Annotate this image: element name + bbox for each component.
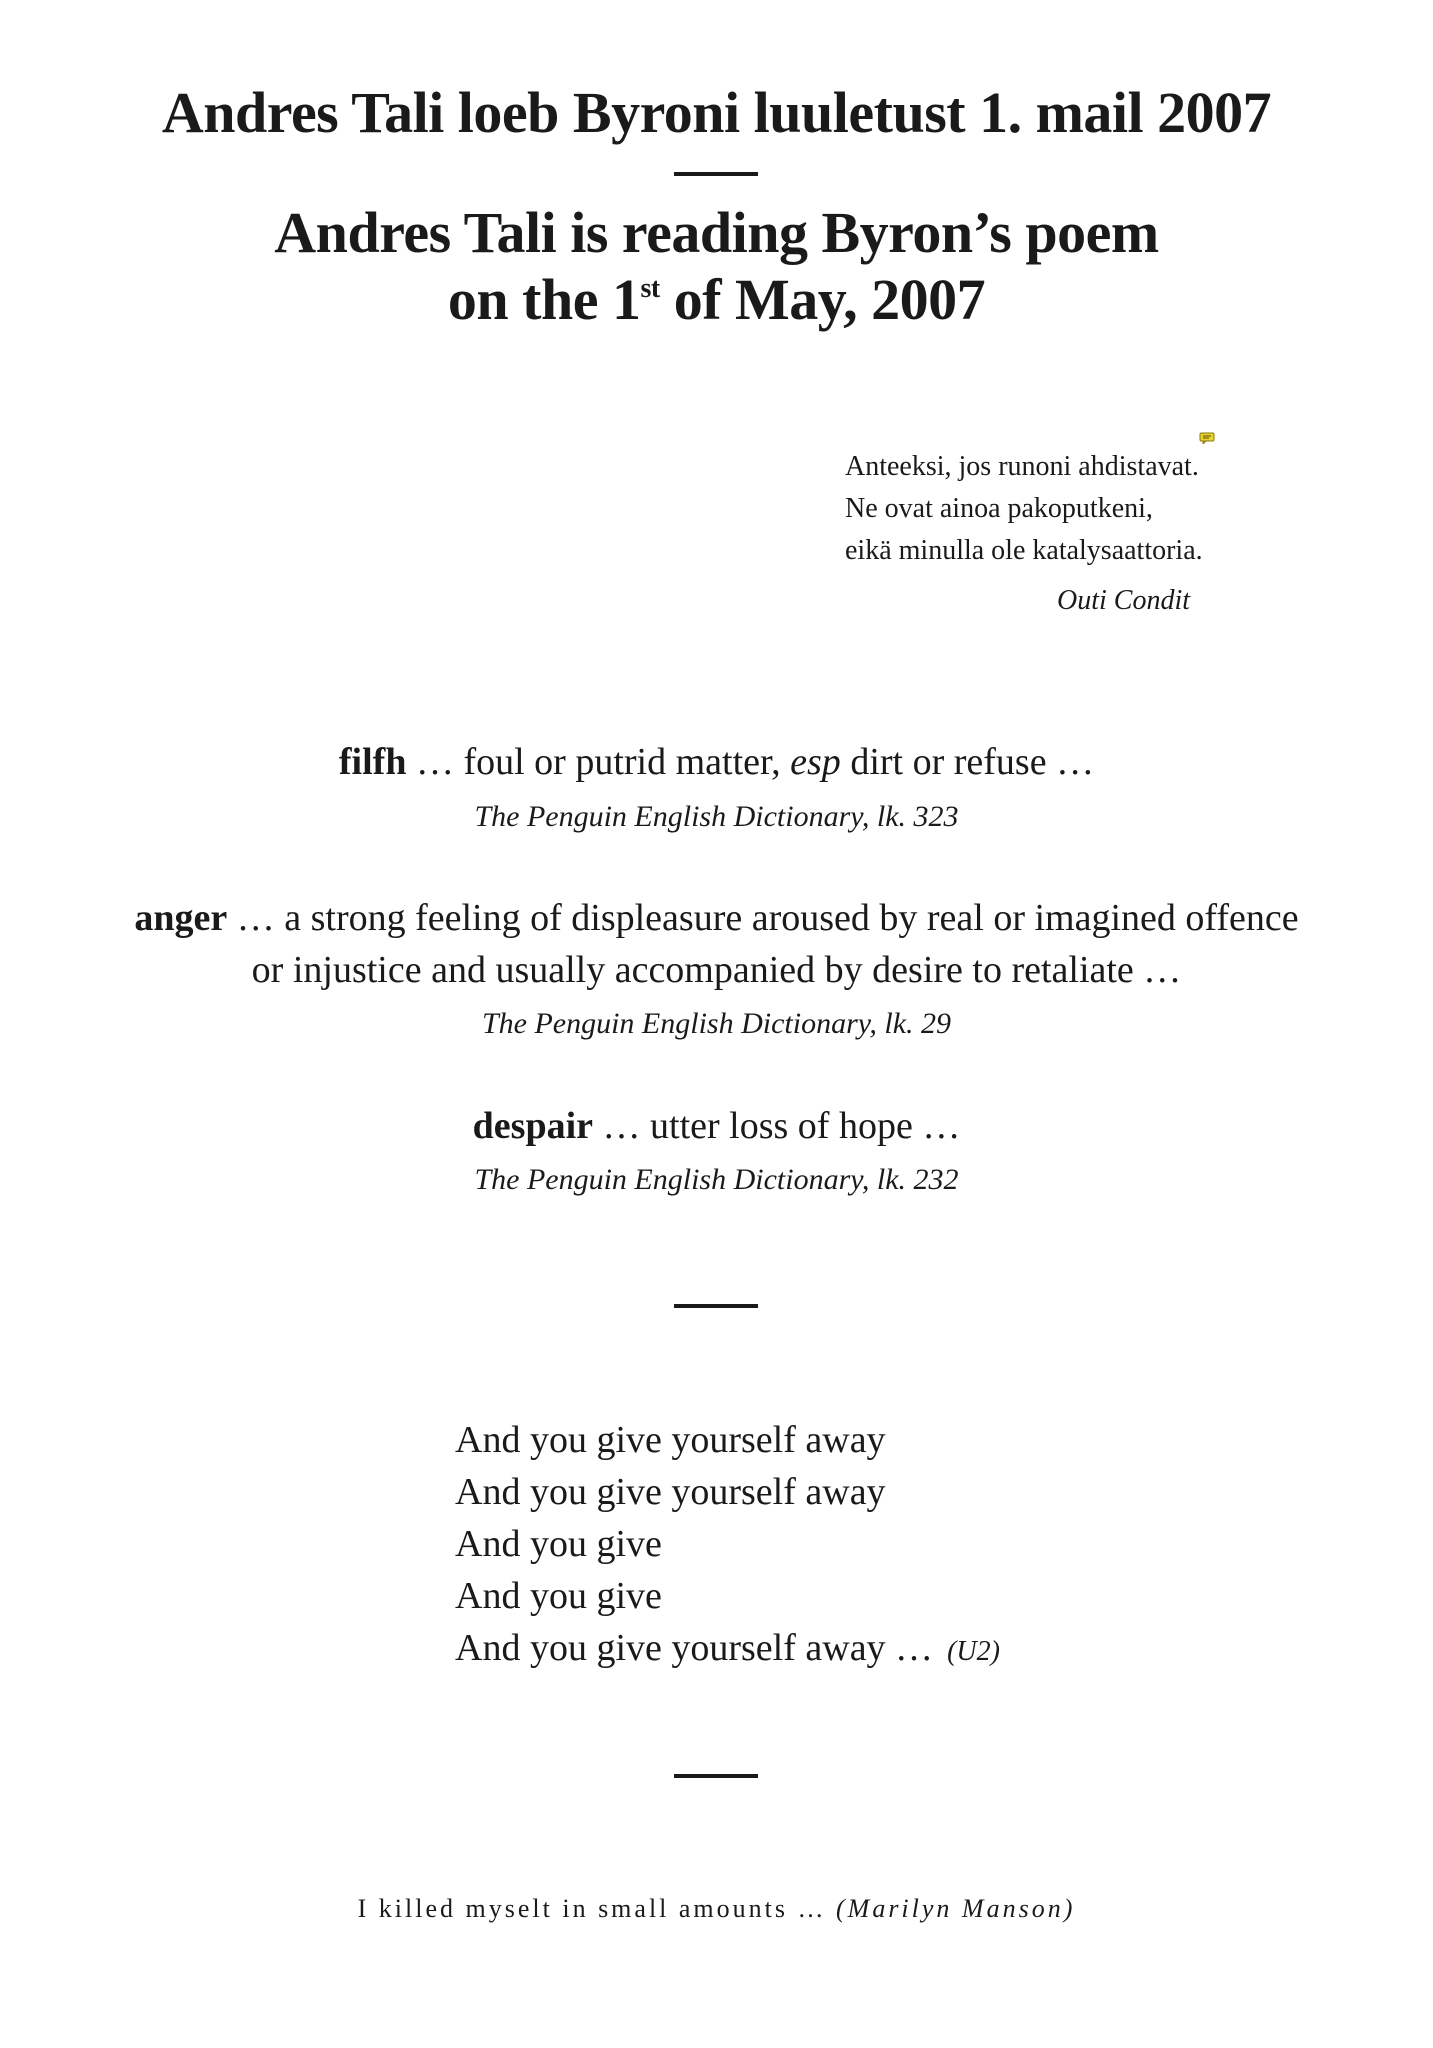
lyrics-credit: (U2) <box>947 1636 1000 1667</box>
lyric-line: And you give yourself away <box>455 1419 886 1461</box>
epigraph-line: Anteeksi, jos runoni ahdistavat. <box>845 451 1199 482</box>
definition-text: … foul or putrid matter, <box>406 741 791 783</box>
definition-text: dirt or refuse … <box>840 741 1095 783</box>
definition-term: filfh <box>338 741 407 783</box>
title-english-line1: Andres Tali is reading Byron’s poem <box>274 200 1159 265</box>
lyric-line: And you give yourself away <box>455 1471 886 1513</box>
footer-text: I killed myselt in small amounts … <box>357 1894 836 1923</box>
definition-term: despair <box>472 1105 594 1147</box>
lyric-line: And you give <box>455 1523 662 1565</box>
footer-quote <box>0 1894 1433 1924</box>
lyric-line: And you give <box>455 1575 662 1617</box>
definition-term: anger <box>134 897 228 939</box>
title-english-prefix: on the 1 <box>447 266 641 332</box>
title-english-line2 <box>0 267 1433 334</box>
definition-source: The Penguin English Dictionary, lk. 29 <box>481 1007 952 1040</box>
footer-artist: (Marilyn Manson) <box>836 1894 1076 1923</box>
epigraph <box>845 446 1265 622</box>
definition-emphasis: esp <box>790 741 841 783</box>
section-divider <box>674 1774 758 1778</box>
definition-filfh <box>0 736 1433 788</box>
definition-anger <box>0 892 1433 996</box>
definition-source: The Penguin English Dictionary, lk. 232 <box>474 1163 959 1196</box>
title-block <box>0 80 1433 147</box>
definition-despair <box>0 1100 1433 1152</box>
title-estonian: Andres Tali loeb Byroni luuletust 1. mail 2007 <box>161 80 1272 145</box>
epigraph-author: Outi Condit <box>1057 585 1191 616</box>
title-english-superscript: st <box>640 272 660 304</box>
epigraph-line: eikä minulla ole katalysaattoria. <box>845 535 1203 566</box>
definition-text: or injustice and usually accompanied by desire to retaliate … <box>251 949 1182 991</box>
title-english-suffix: of May, 2007 <box>659 266 986 332</box>
definition-text: … utter loss of hope … <box>593 1105 961 1147</box>
definition-source: The Penguin English Dictionary, lk. 323 <box>474 800 959 833</box>
epigraph-line: Ne ovat ainoa pakoputkeni, <box>845 493 1153 524</box>
title-english-block <box>0 200 1433 333</box>
definition-text: … a strong feeling of displeasure aroused by real or imagined offence <box>227 897 1299 939</box>
comment-icon[interactable] <box>1199 432 1215 444</box>
title-divider <box>674 172 758 176</box>
section-divider <box>674 1304 758 1308</box>
lyrics <box>455 1414 1000 1678</box>
lyric-line: And you give yourself away … <box>455 1627 934 1669</box>
